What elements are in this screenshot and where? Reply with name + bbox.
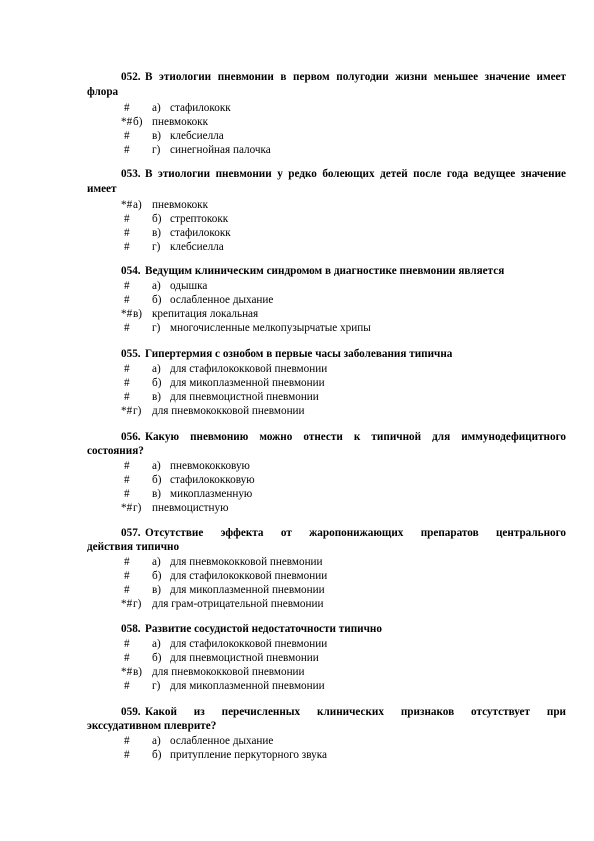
question-title	[87, 167, 566, 182]
answer-mark: *#	[121, 116, 133, 128]
answer-letter: а)	[152, 102, 161, 114]
answer-text: для стафилококковой пневмонии	[170, 570, 328, 582]
answer-letter: в)	[152, 488, 162, 500]
answer-text: пневмококковую	[170, 460, 250, 472]
answer-letter: б)	[152, 749, 162, 761]
answer-mark: #	[124, 227, 130, 239]
answer-text: стрептококк	[170, 213, 229, 225]
answer-text: многочисленные мелкопузырчатые хрипы	[170, 322, 371, 334]
answer-mark: *#	[121, 199, 133, 211]
question-title	[87, 622, 566, 637]
answer-text: стафилококк	[170, 227, 231, 239]
question-number: 059.	[121, 706, 141, 718]
answer-text: пневмококк	[152, 199, 209, 211]
answer-text: для стафилококковой пневмонии	[170, 363, 328, 375]
answer-mark: #	[124, 213, 130, 225]
answer-mark: *#	[121, 308, 133, 320]
answer-mark: #	[124, 638, 130, 650]
answer-letter: а)	[152, 460, 161, 472]
answer-letter: в)	[133, 308, 143, 320]
question-text: Какую пневмонию можно отнести к типичной для иммунодефицитного	[145, 431, 566, 443]
answer-text: для пневмококковой пневмонии	[170, 556, 323, 568]
answer-mark: #	[124, 322, 130, 334]
answer-text: для пневмококковой пневмонии	[152, 405, 305, 417]
question-number: 056.	[121, 431, 141, 443]
answer-mark: #	[124, 460, 130, 472]
answer-text: для грам-отрицательной пневмонии	[152, 598, 324, 610]
question-title	[87, 705, 566, 720]
answer-text: ослабленное дыхание	[170, 294, 274, 306]
answer-text: ослабленное дыхание	[170, 735, 274, 747]
question-title	[87, 430, 566, 445]
answer-text: притупление перкуторного звука	[170, 749, 327, 761]
answer-letter: б)	[152, 652, 162, 664]
question-text-continued: состояния?	[87, 445, 144, 457]
answer-letter: б)	[152, 377, 162, 389]
question-text: Отсутствие эффекта от жаропонижающих препаратов центрального	[145, 527, 566, 539]
answer-letter: а)	[152, 638, 161, 650]
question-number: 057.	[121, 527, 141, 539]
question-title	[87, 70, 566, 85]
question-title	[87, 526, 566, 541]
question-text-continued: имеет	[87, 183, 117, 195]
answer-letter: г)	[152, 680, 161, 692]
answer-letter: б)	[133, 116, 143, 128]
answer-text: для микоплазменной пневмонии	[170, 377, 325, 389]
answer-letter: в)	[152, 227, 162, 239]
answer-letter: а)	[152, 363, 161, 375]
answer-letter: а)	[152, 556, 161, 568]
answer-mark: *#	[121, 405, 133, 417]
answer-mark: #	[124, 377, 130, 389]
answer-letter: в)	[152, 584, 162, 596]
answer-letter: б)	[152, 213, 162, 225]
answer-text: синегнойная палочка	[170, 144, 271, 156]
answer-mark: #	[124, 735, 130, 747]
question-text: В этиологии пневмонии у редко болеющих детей после года ведущее значение	[145, 168, 566, 180]
answer-letter: в)	[152, 130, 162, 142]
answer-text: микоплазменную	[170, 488, 253, 500]
question-text-continued: действия типично	[87, 541, 180, 553]
answer-text: для микоплазменной пневмонии	[170, 584, 325, 596]
answer-text: крепитация локальная	[152, 308, 259, 320]
answer-mark: #	[124, 584, 130, 596]
answer-text: для пневмококковой пневмонии	[152, 666, 305, 678]
answer-mark: #	[124, 391, 130, 403]
answer-letter: г)	[133, 405, 142, 417]
answer-text: стафилококковую	[170, 474, 255, 486]
question-text: Гипертермия с ознобом в первые часы заболевания типична	[145, 348, 453, 360]
question-number: 052.	[121, 71, 141, 83]
answer-mark: #	[124, 144, 130, 156]
answer-mark: #	[124, 102, 130, 114]
question-number: 058.	[121, 623, 141, 635]
question-number: 055.	[121, 348, 141, 360]
answer-mark: #	[124, 556, 130, 568]
answer-text: клебсиелла	[170, 130, 224, 142]
answer-text: клебсиелла	[170, 241, 224, 253]
question-title	[87, 347, 566, 362]
answer-mark: *#	[121, 666, 133, 678]
answer-mark: #	[124, 130, 130, 142]
answer-mark: #	[124, 294, 130, 306]
answer-letter: б)	[152, 570, 162, 582]
question-text: В этиологии пневмонии в первом полугодии жизни меньшее значение имеет	[145, 71, 566, 83]
answer-mark: #	[124, 570, 130, 582]
answer-letter: в)	[152, 391, 162, 403]
question-text-continued: флора	[87, 86, 119, 98]
answer-mark: #	[124, 488, 130, 500]
question-text: Развитие сосудистой недостаточности типично	[145, 623, 382, 635]
answer-mark: #	[124, 680, 130, 692]
answer-text: стафилококк	[170, 102, 231, 114]
answer-text: одышка	[170, 280, 208, 292]
question-title	[87, 264, 566, 279]
answer-letter: б)	[152, 474, 162, 486]
answer-text: для пневмоцистной пневмонии	[170, 391, 319, 403]
answer-text: для стафилококковой пневмонии	[170, 638, 328, 650]
answer-letter: г)	[152, 144, 161, 156]
answer-letter: г)	[133, 502, 142, 514]
answer-letter: г)	[152, 241, 161, 253]
answer-mark: #	[124, 749, 130, 761]
answer-letter: а)	[152, 280, 161, 292]
question-text: Какой из перечисленных клинических признаков отсутствует при	[145, 706, 566, 718]
answer-letter: в)	[133, 666, 143, 678]
answer-mark: *#	[121, 598, 133, 610]
answer-letter: а)	[133, 199, 142, 211]
question-number: 053.	[121, 168, 141, 180]
answer-letter: а)	[152, 735, 161, 747]
answer-text: для микоплазменной пневмонии	[170, 680, 325, 692]
answer-mark: #	[124, 363, 130, 375]
answer-text: пневмококк	[152, 116, 209, 128]
answer-letter: г)	[133, 598, 142, 610]
answer-mark: *#	[121, 502, 133, 514]
question-text-continued: экссудативном плеврите?	[87, 720, 217, 732]
answer-text: для пневмоцистной пневмонии	[170, 652, 319, 664]
question-text: Ведущим клиническим синдромом в диагностике пневмонии является	[145, 265, 505, 277]
answer-letter: б)	[152, 294, 162, 306]
answer-mark: #	[124, 241, 130, 253]
answer-mark: #	[124, 474, 130, 486]
answer-text: пневмоцистную	[152, 502, 229, 514]
question-number: 054.	[121, 265, 141, 277]
answer-mark: #	[124, 280, 130, 292]
answer-letter: г)	[152, 322, 161, 334]
answer-mark: #	[124, 652, 130, 664]
